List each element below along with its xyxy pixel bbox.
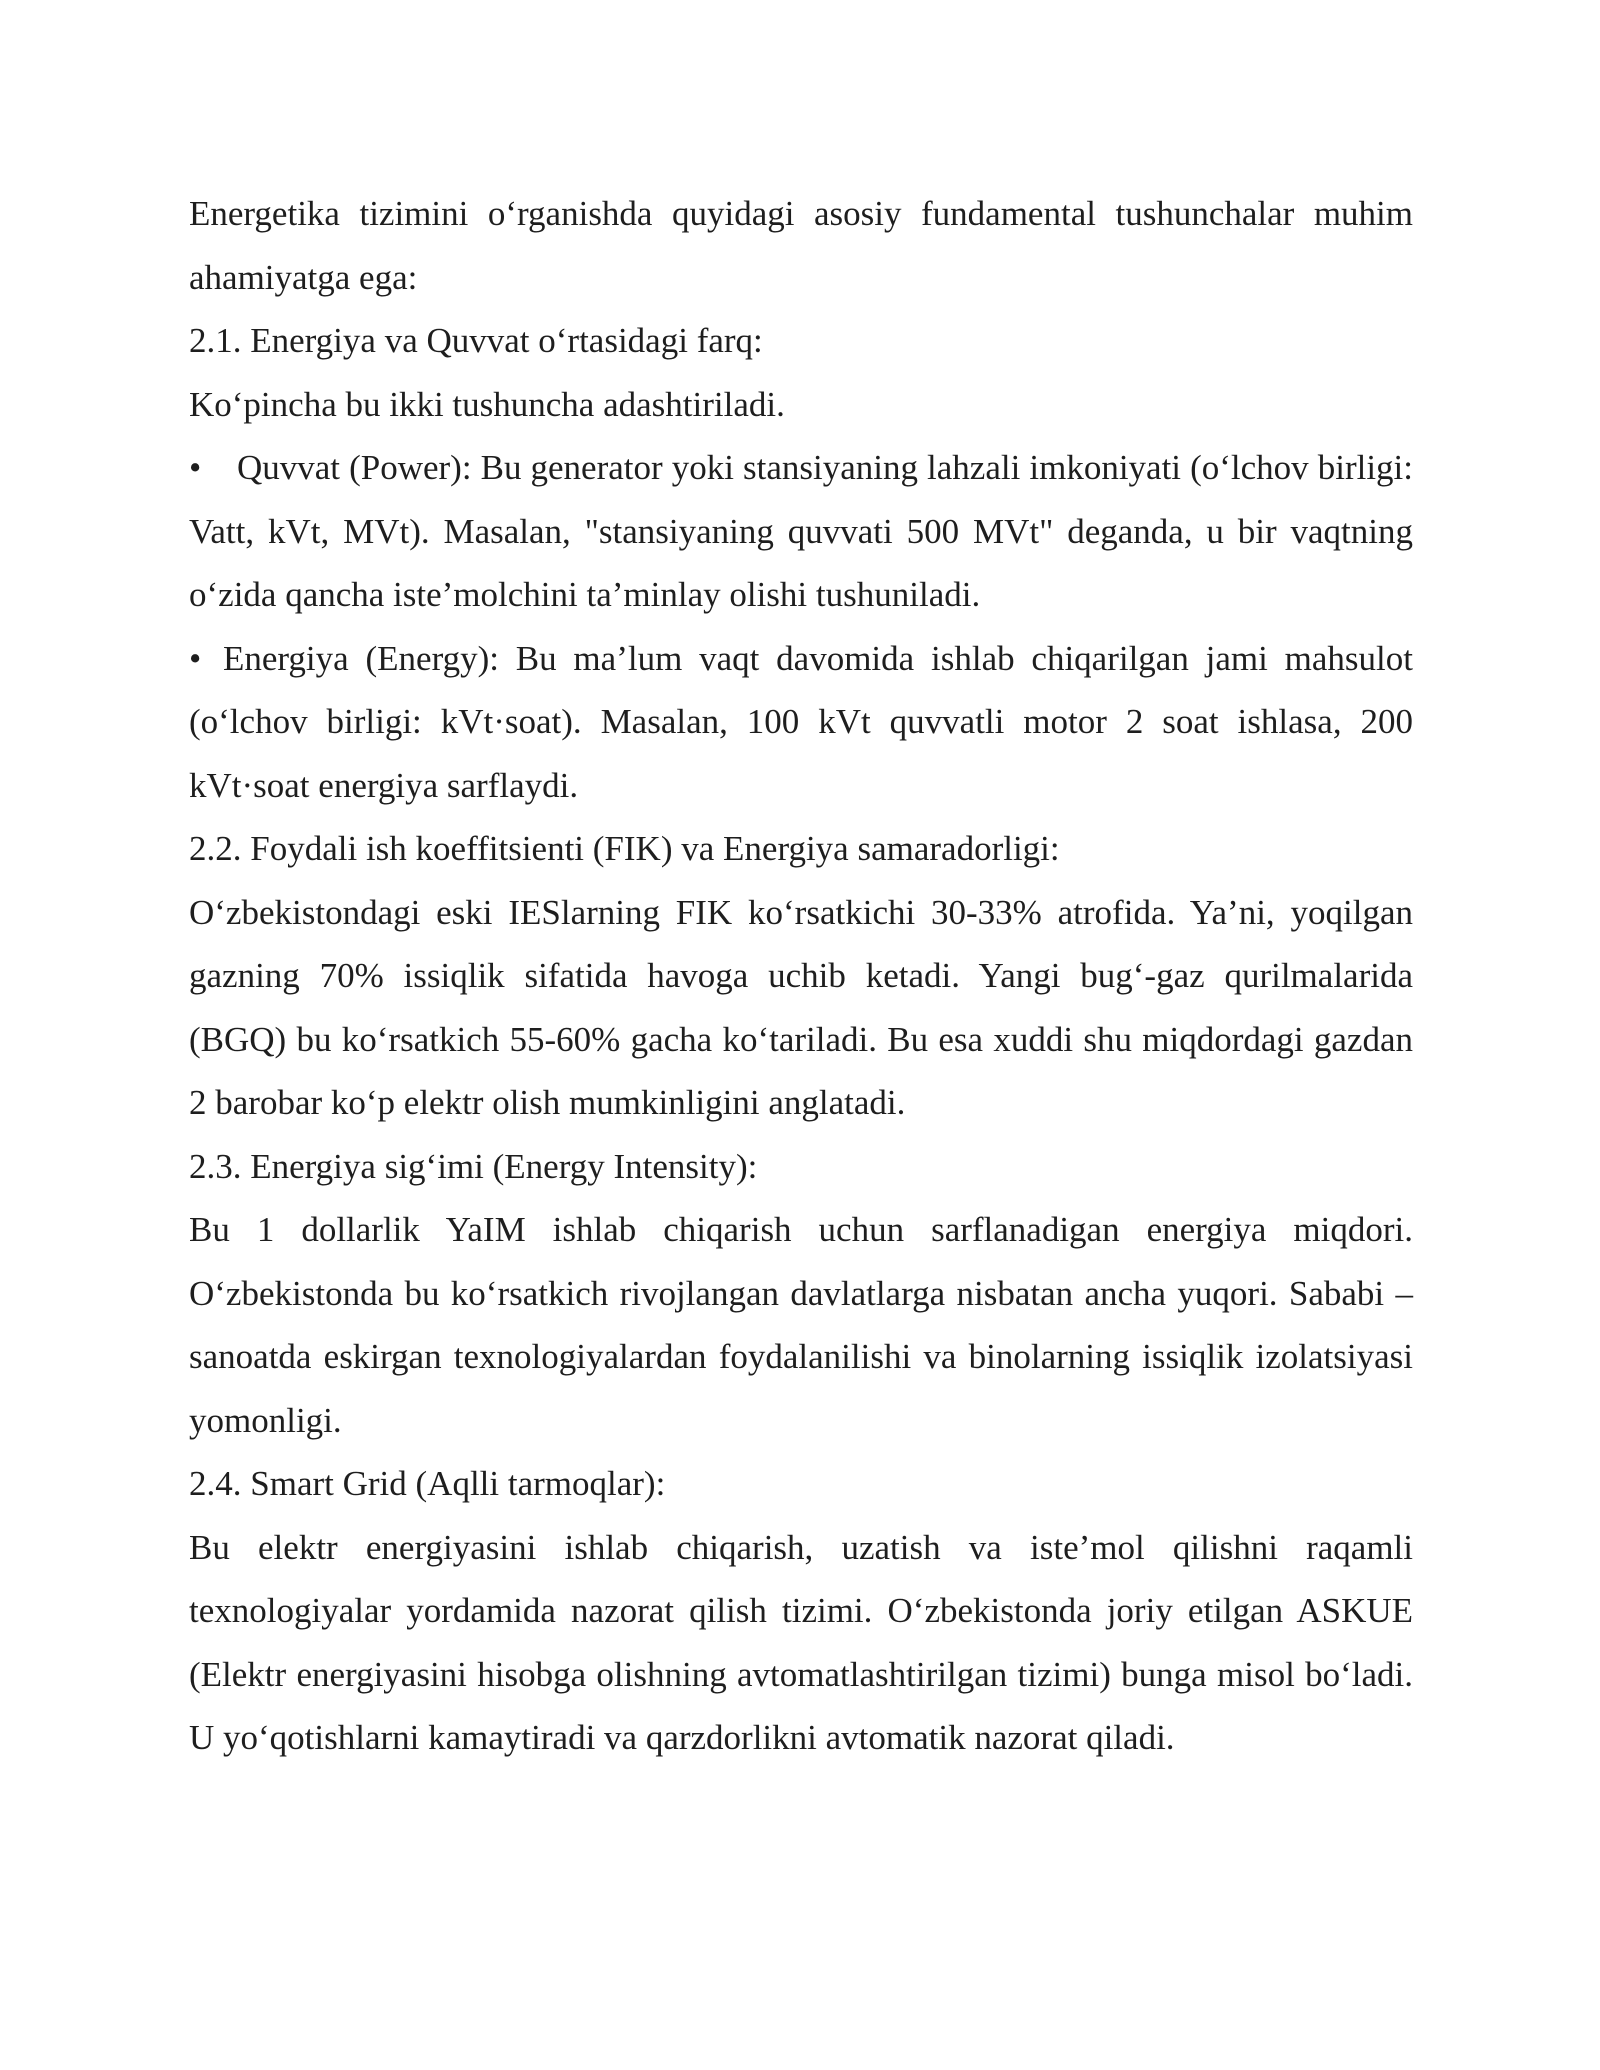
section-heading-2-4: 2.4. Smart Grid (Aqlli tarmoqlar):	[189, 1464, 666, 1503]
section-2-2-body: O‘zbekistondagi eski IESlarning FIK ko‘rsatkichi 30-33% atrofida. Ya’ni, yoqilgan gazning 70% issiqlik sifatida havoga uchib ketadi. Yangi bug‘-gaz qurilmalarida (BGQ) bu ko‘rsatkich 55-60% gacha ko‘tariladi. Bu esa xuddi shu miqdordagi gazdan 2 barobar ko‘p elektr olish mumkinligini anglatadi.	[189, 892, 1413, 1122]
bullet-text-energy: Energiya (Energy): Bu ma’lum vaqt davomida ishlab chiqarilgan jami mahsulot (o‘lchov birligi: kVt·soat). Masalan, 100 kVt quvvatli motor 2 soat ishlasa, 200 kVt·soat energiya sarflaydi.	[189, 638, 1413, 805]
bullet-item-power	[189, 436, 1413, 627]
document-page	[189, 182, 1413, 1770]
bullet-icon: •	[189, 638, 202, 678]
intro-paragraph: Energetika tizimini o‘rganishda quyidagi asosiy fundamental tushunchalar muhim ahamiyatga ega:	[189, 194, 1413, 297]
section-2-3-body: Bu 1 dollarlik YaIM ishlab chiqarish uchun sarflanadigan energiya miqdori. O‘zbekistonda bu ko‘rsatkich rivojlangan davlatlarga nisbatan ancha yuqori. Sababi – sanoatda eskirgan texnologiyalardan foydalanilishi va binolarning issiqlik izolatsiyasi yomonligi.	[189, 1210, 1413, 1440]
section-heading-2-3: 2.3. Energiya sig‘imi (Energy Intensity):	[189, 1146, 758, 1186]
bullet-icon: •	[189, 448, 202, 487]
section-heading-2-2: 2.2. Foydali ish koeffitsienti (FIK) va Energiya samaradorligi:	[189, 829, 1060, 868]
section-2-4-body: Bu elektr energiyasini ishlab chiqarish, uzatish va iste’mol qilishni raqamli texnologiyalar yordamida nazorat qilish tizimi. O‘zbekistonda joriy etilgan ASKUE (Elektr energiyasini hisobga olishning avtomatlashtirilgan tizimi) bunga misol bo‘ladi. U yo‘qotishlarni kamaytiradi va qarzdorlikni avtomatik nazorat qiladi.	[189, 1527, 1413, 1757]
bullet-text-power: Quvvat (Power): Bu generator yoki stansiyaning lahzali imkoniyati (o‘lchov birligi: Vatt, kVt, MVt). Masalan, "stansiyaning quvvati 500 MVt" deganda, u bir vaqtning o‘zida qancha iste’molchini ta’minlay olishi tushuniladi.	[189, 448, 1413, 614]
section-heading-2-1: 2.1. Energiya va Quvvat o‘rtasidagi farq:	[189, 321, 763, 360]
bullet-item-energy	[189, 627, 1413, 818]
section-2-1-lead: Ko‘pincha bu ikki tushuncha adashtiriladi.	[189, 384, 785, 424]
